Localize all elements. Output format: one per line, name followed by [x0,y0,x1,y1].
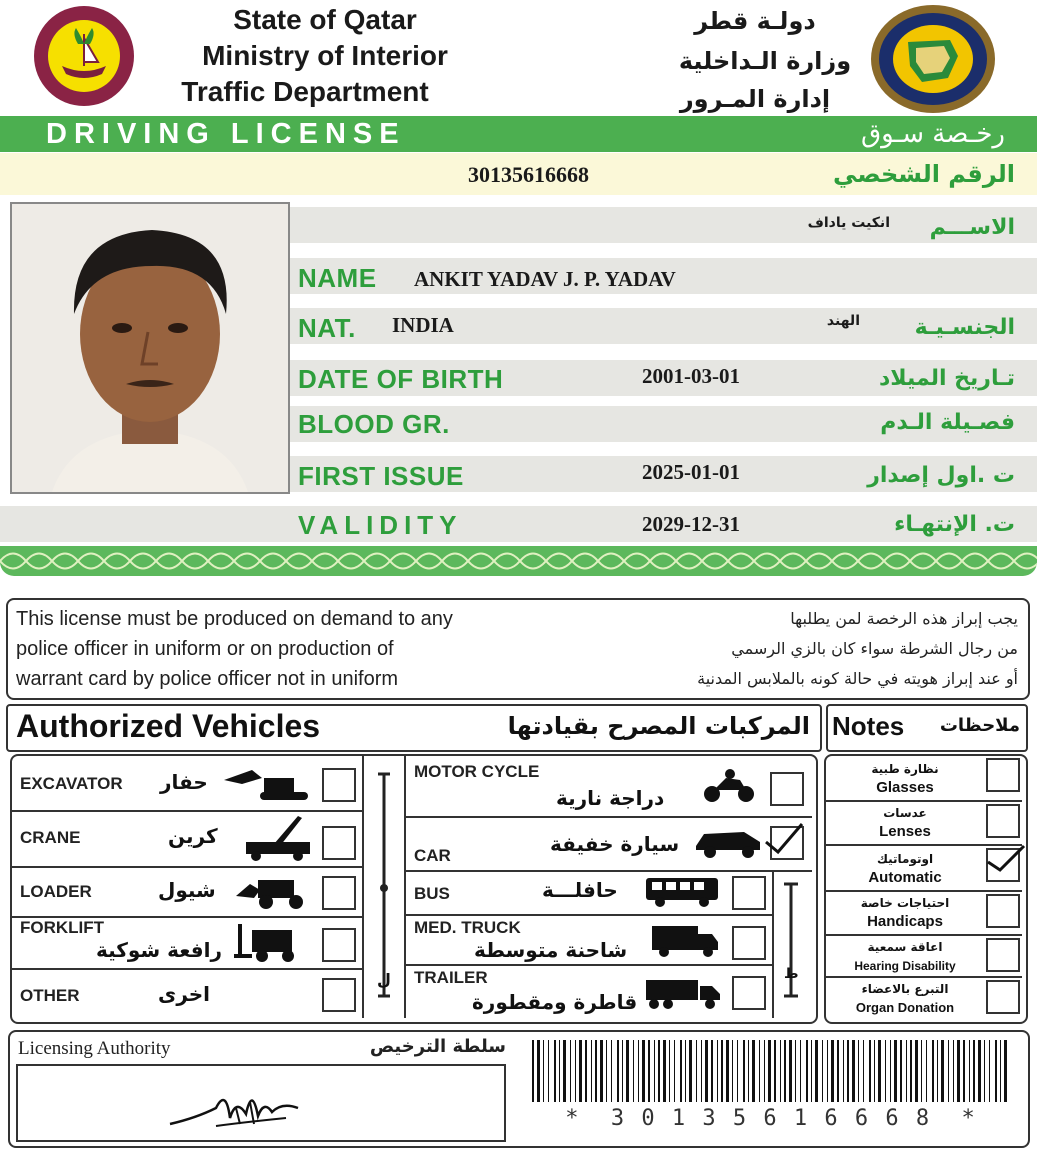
signature-icon [166,1078,306,1134]
nat-ar-value: الهند [826,313,860,329]
notice-en-line2: police officer in uniform or on production of [16,638,394,660]
vehicle-crane-ar: كرين [168,824,218,848]
notice-ar-line1: يجب إبراز هذه الرخصة لمن يطلبها [790,609,1018,628]
license-title-en: DRIVING LICENSE [46,118,406,150]
vehicle-trailer-ar: قاطرة ومقطورة [472,990,638,1014]
validity-value: 2029-12-31 [642,512,740,536]
notice-en-line1: This license must be produced on demand to any [16,608,453,630]
trailer-icon [644,976,722,1010]
vehicle-loader-ar: شيول [158,878,216,902]
vehicle-trailer-en: TRAILER [414,968,488,987]
name-ar-label: الاســـم [929,215,1015,240]
vehicle-bus-ar: حافلـــة [542,878,618,902]
vehicle-medtruck-ar: شاحنة متوسطة [474,938,628,962]
holder-photo [10,202,290,494]
excavator-icon [222,766,312,802]
vehicle-motorcycle-ar: دراجة نارية [556,786,665,810]
vehicle-crane-checkbox[interactable] [322,826,356,860]
right-row-sep-1 [406,816,812,818]
authorized-title-ar: المركبات المصرح بقيادتها [507,712,810,740]
header-ar-line2: وزارة الـداخلية [678,47,852,75]
qatar-emblem-icon [32,4,136,108]
issue-label: FIRST ISSUE [298,461,464,491]
truck-icon [650,924,720,958]
vehicle-medtruck-en: MED. TRUCK [414,918,521,937]
vehicle-motorcycle-en: MOTOR CYCLE [414,762,540,781]
header-en-line1: State of Qatar [233,4,417,35]
vehicle-forklift-en: FORKLIFT [20,918,105,937]
note-organ-checkbox[interactable] [986,980,1020,1014]
note-hearing-en: Hearing Disability [854,959,956,973]
notice-ar-line2: من رجال الشرطة سواء كان بالزي الرسمي [731,639,1018,658]
left-row-sep-1 [12,810,362,812]
vehicle-forklift-ar: رافعة شوكية [96,938,222,962]
vehicle-car-ar: سيارة خفيفة [550,832,680,856]
decorative-pattern-band [0,546,1037,576]
nat-ar-label: الجنسـيـة [914,315,1015,340]
dob-ar-label: تـاريخ الميلاد [878,366,1015,391]
forklift-icon [232,920,312,964]
header-ar-line3: إدارة المـرور [679,85,831,113]
motorcycle-icon [700,768,758,804]
vehicle-excavator-checkbox[interactable] [322,768,356,802]
note-glasses-ar: نظارة طبية [871,762,939,776]
vehicle-forklift-checkbox[interactable] [322,928,356,962]
notice-en-line3: warrant card by police officer not in uniform [16,668,399,690]
nat-label: NAT. [298,313,356,343]
note-automatic-ar: اوتوماتيك [876,852,934,866]
note-hearing-ar: اعاقة سمعية [867,940,943,954]
vehicle-car-en: CAR [414,846,451,865]
barcode-icon [530,1040,1012,1102]
note-lenses-en: Lenses [879,823,931,840]
note-handicaps-en: Handicaps [867,913,943,930]
header-en-line3: Traffic Department [181,76,429,107]
left-row-sep-4 [12,968,362,970]
vehicle-bus-en: BUS [414,884,450,903]
blood-label: BLOOD GR. [298,409,450,439]
vehicle-other-en: OTHER [20,986,80,1005]
vehicle-loader-en: LOADER [20,882,92,901]
vehicle-other-ar: اخرى [158,982,211,1006]
loader-icon [234,872,312,910]
middle-bracket [374,770,394,1000]
note-glasses-checkbox[interactable] [986,758,1020,792]
nat-value: INDIA [392,313,454,337]
issue-value: 2025-01-01 [642,460,740,484]
crane-truck-icon [244,814,312,862]
id-number: 30135616668 [468,162,589,187]
name-value: ANKIT YADAV J. P. YADAV [414,267,676,291]
vehicle-loader-checkbox[interactable] [322,876,356,910]
validity-label: VALIDITY [298,510,463,540]
vehicle-other-checkbox[interactable] [322,978,356,1012]
grid-divider-mid [404,756,406,1018]
notes-sep-4 [826,934,1022,936]
dob-value: 2001-03-01 [642,364,740,388]
vehicle-motorcycle-checkbox[interactable] [770,772,804,806]
left-row-sep-2 [12,866,362,868]
header-ar-line1: دولـة قطر [694,7,816,35]
middle-bracket-glyph: ل [377,970,391,989]
gcc-emblem-icon [870,4,996,114]
vehicle-trailer-checkbox[interactable] [732,976,766,1010]
header-en-line2: Ministry of Interior [202,40,448,71]
note-glasses-en: Glasses [876,779,934,796]
grid-divider-right [772,870,774,1018]
vehicle-car-checkmark-icon [764,822,804,856]
blood-ar-label: فصـيلة الـدم [880,410,1015,435]
vehicle-excavator-ar: حفار [160,770,208,794]
bus-icon [644,876,720,908]
note-lenses-ar: عدسات [883,806,927,820]
name-label: NAME [298,263,377,293]
id-label-ar: الرقم الشخصي [833,160,1015,188]
vehicle-bus-checkbox[interactable] [732,876,766,910]
issue-ar-label: ت .اول إصدار [867,463,1015,488]
license-title-ar: رخـصة سـوق [860,119,1005,149]
right-bracket [780,880,802,1000]
note-organ-ar: التبرع بالاعضاء [861,982,949,996]
car-icon [694,826,762,858]
notes-title-ar: ملاحظات [939,715,1020,736]
note-hearing-checkbox[interactable] [986,938,1020,972]
note-handicaps-checkbox[interactable] [986,894,1020,928]
barcode-text: * 3 0 1 3 5 6 1 6 6 6 8 * [565,1106,977,1131]
authorized-title-en: Authorized Vehicles [16,708,321,744]
note-lenses-checkbox[interactable] [986,804,1020,838]
note-handicaps-ar: احتياجات خاصة [860,896,950,910]
note-automatic-en: Automatic [868,869,942,886]
grid-divider-left [362,756,364,1018]
right-row-sep-4 [406,964,772,966]
notice-ar-line3: أو عند إبراز هويته في حالة كونه بالملابس المدنية [697,669,1018,688]
notes-title-en: Notes [832,711,905,741]
validity-ar-label: ت. الإنتهـاء [894,512,1015,537]
authority-label-en: Licensing Authority [18,1038,171,1059]
dob-label: DATE OF BIRTH [298,364,504,394]
authority-label-ar: سلطة الترخيص [369,1036,506,1057]
vehicle-crane-en: CRANE [20,828,81,847]
note-automatic-checkmark-icon [986,842,1026,876]
vehicle-medtruck-checkbox[interactable] [732,926,766,960]
notes-sep-5 [826,976,1022,978]
note-organ-en: Organ Donation [855,1000,955,1015]
notes-sep-3 [826,890,1022,892]
right-row-sep-3 [406,914,772,916]
vehicle-excavator-en: EXCAVATOR [20,774,123,793]
right-bracket-glyph: ط [784,966,799,982]
notes-sep-1 [826,800,1022,802]
name-ar-value: انكيت ياداف [807,215,890,231]
right-row-sep-2 [406,870,812,872]
